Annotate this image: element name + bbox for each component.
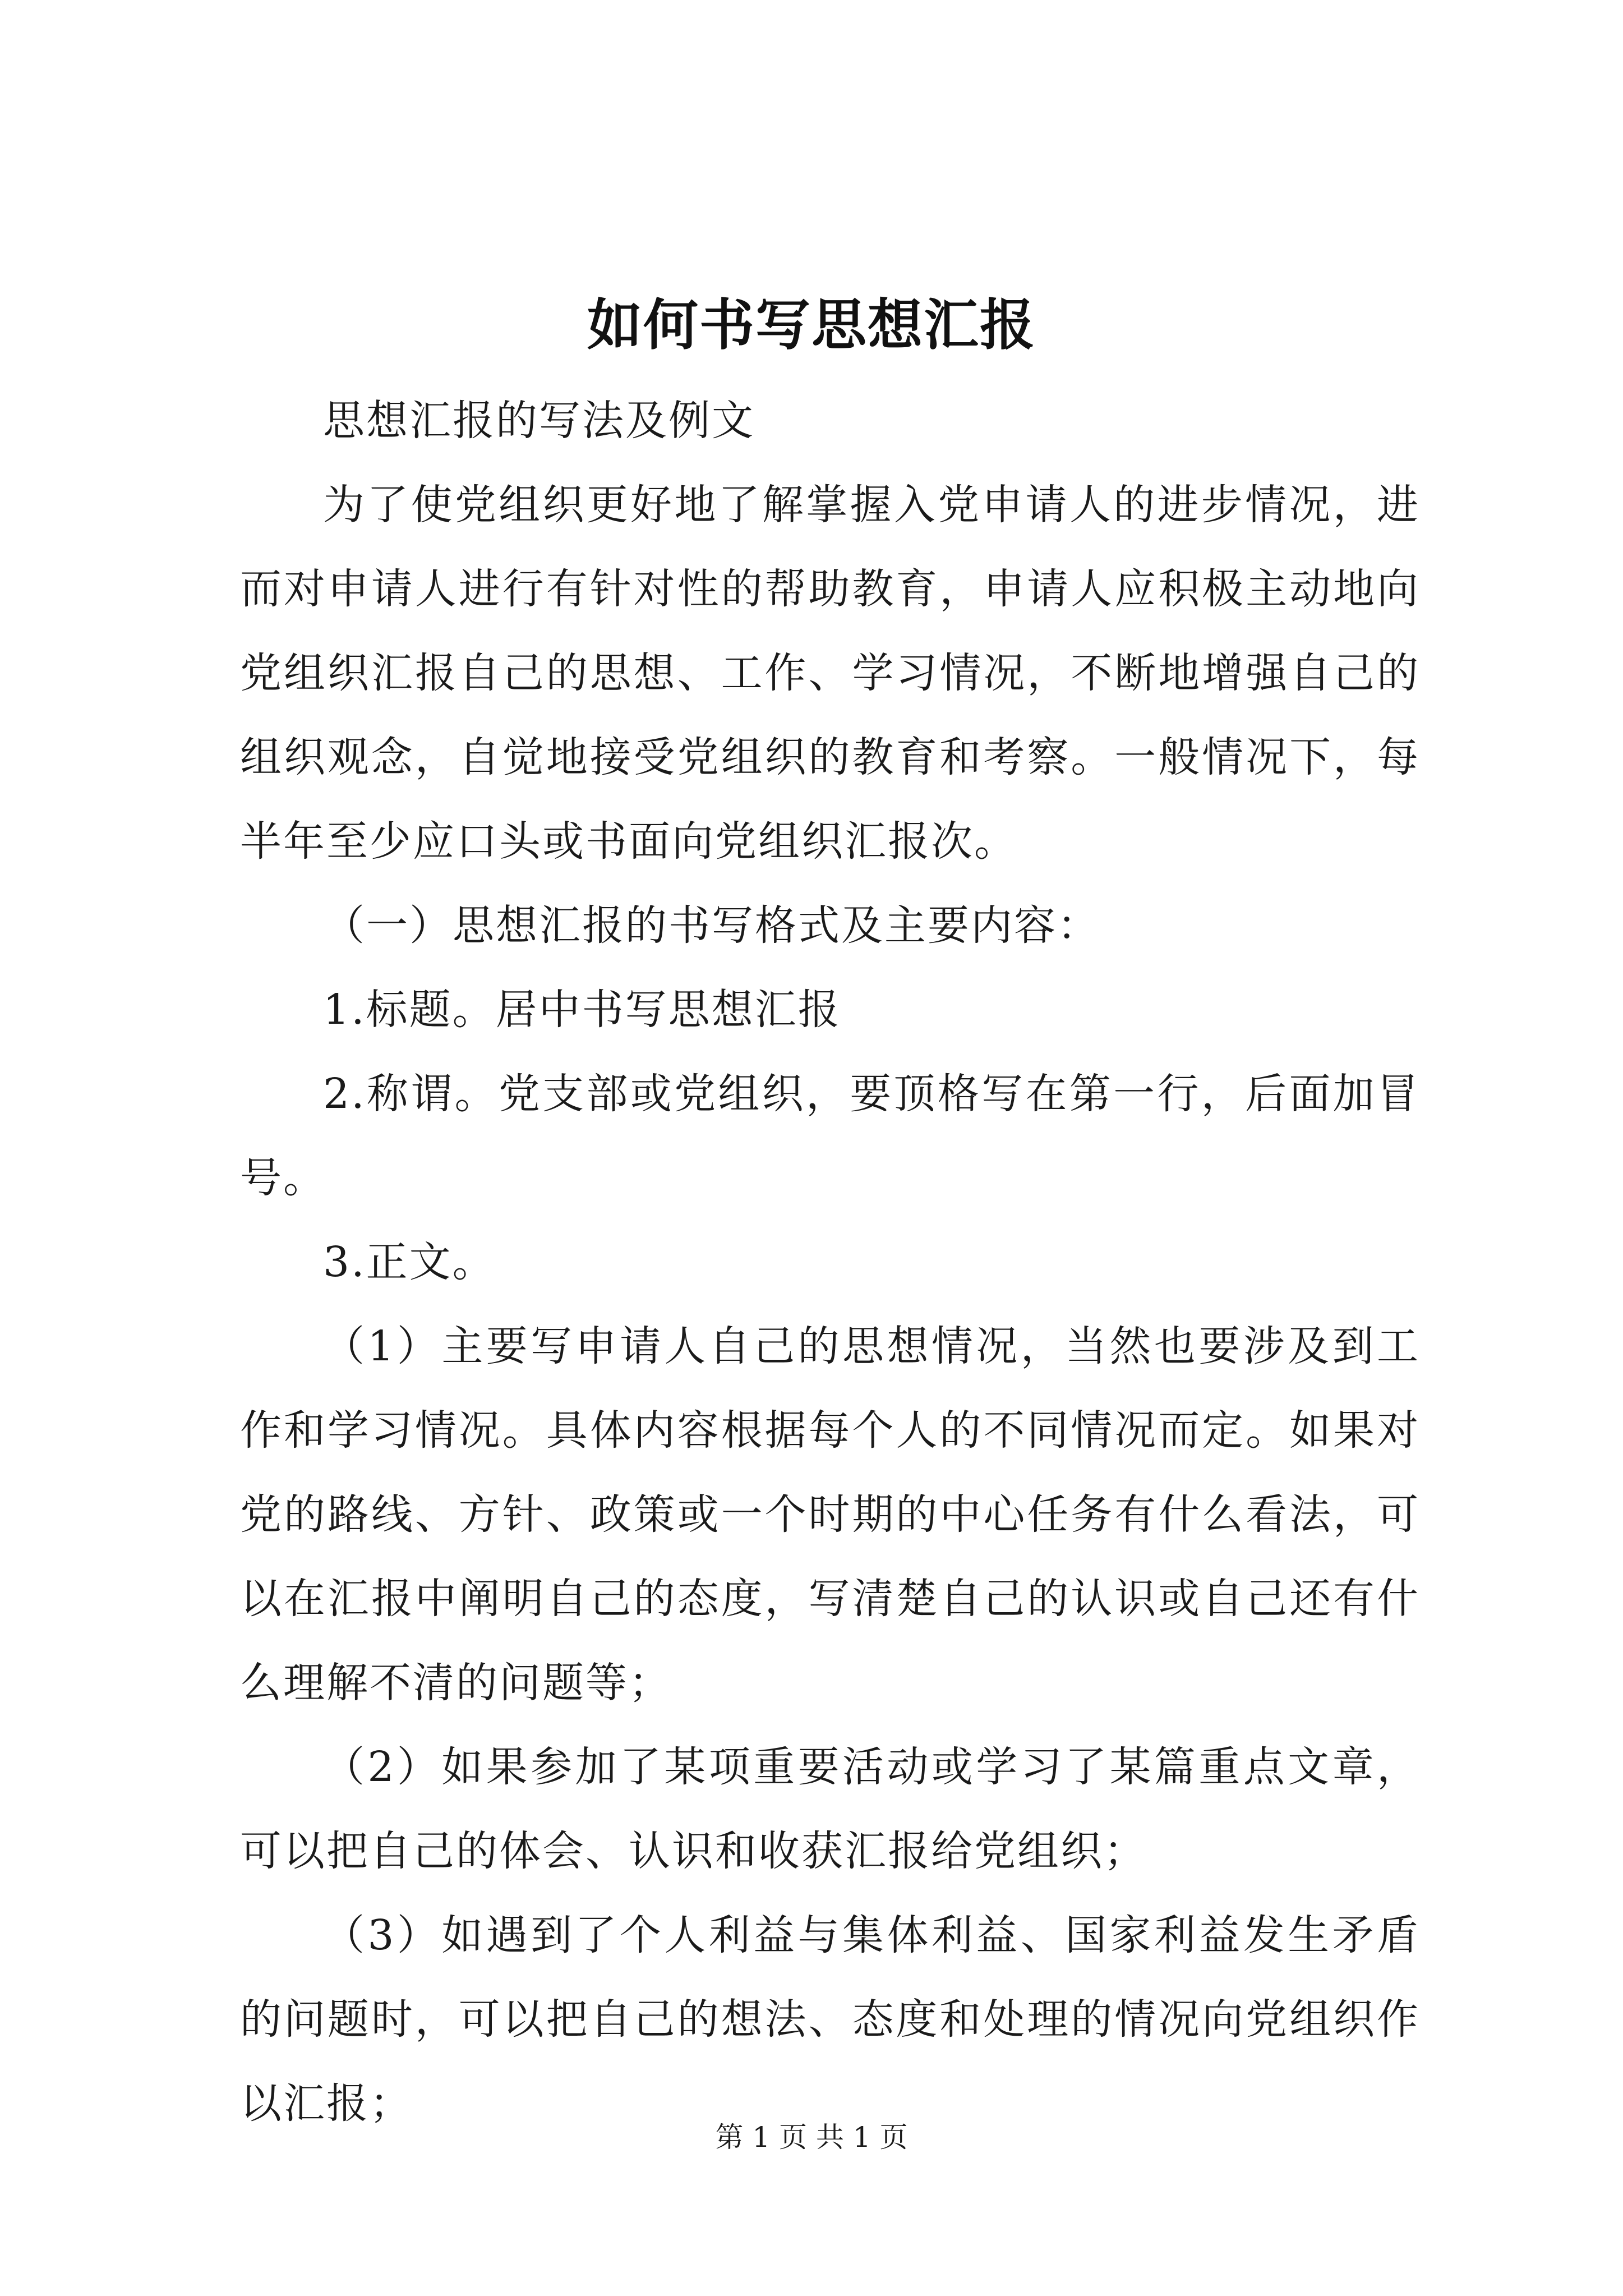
paragraph-point-3: （3）如遇到了个人利益与集体利益、国家利益发生矛盾的问题时，可以把自己的想法、态度和处理的情况向党组织作以汇报； [240, 1911, 1420, 2128]
paragraph-item-salutation: 2.称谓。党支部或党组织，要顶格写在第一行，后面加冒号。 [240, 1070, 1420, 1202]
page-footer: 第 1 页 共 1 页 [715, 2121, 908, 2154]
paragraph-intro: 为了使党组织更好地了解掌握入党申请人的进步情况，进而对申请人进行有针对性的帮助教育，申请人应积极主动地向党组织汇报自己的思想、工作、学习情况，不断地增强自己的组织观念，自觉地接受党组织的教育和考察。一般情况下，每半年至少应口头或书面向党组织汇报次。 [240, 481, 1420, 866]
paragraph-point-1: （1）主要写申请人自己的思想情况，当然也要涉及到工作和学习情况。具体内容根据每个人的不同情况而定。如果对党的路线、方针、政策或一个时期的中心任务有什么看法，可以在汇报中阐明自己的态度，写清楚自己的认识或自己还有什么理解不清的问题等； [240, 1322, 1420, 1707]
paragraph-point-2: （2）如果参加了某项重要活动或学习了某篇重点文章，可以把自己的体会、认识和收获汇报给党组织； [240, 1743, 1420, 1875]
paragraph-item-body: 3.正文。 [323, 1238, 496, 1286]
paragraph-subtitle: 思想汇报的写法及例文 [323, 397, 755, 445]
document-title: 如何书写思想汇报 [587, 293, 1036, 357]
paragraph-section-heading: （一）思想汇报的书写格式及主要内容： [323, 901, 1100, 950]
document-body [240, 379, 1420, 2146]
paragraph-item-title: 1.标题。居中书写思想汇报 [323, 986, 841, 1034]
